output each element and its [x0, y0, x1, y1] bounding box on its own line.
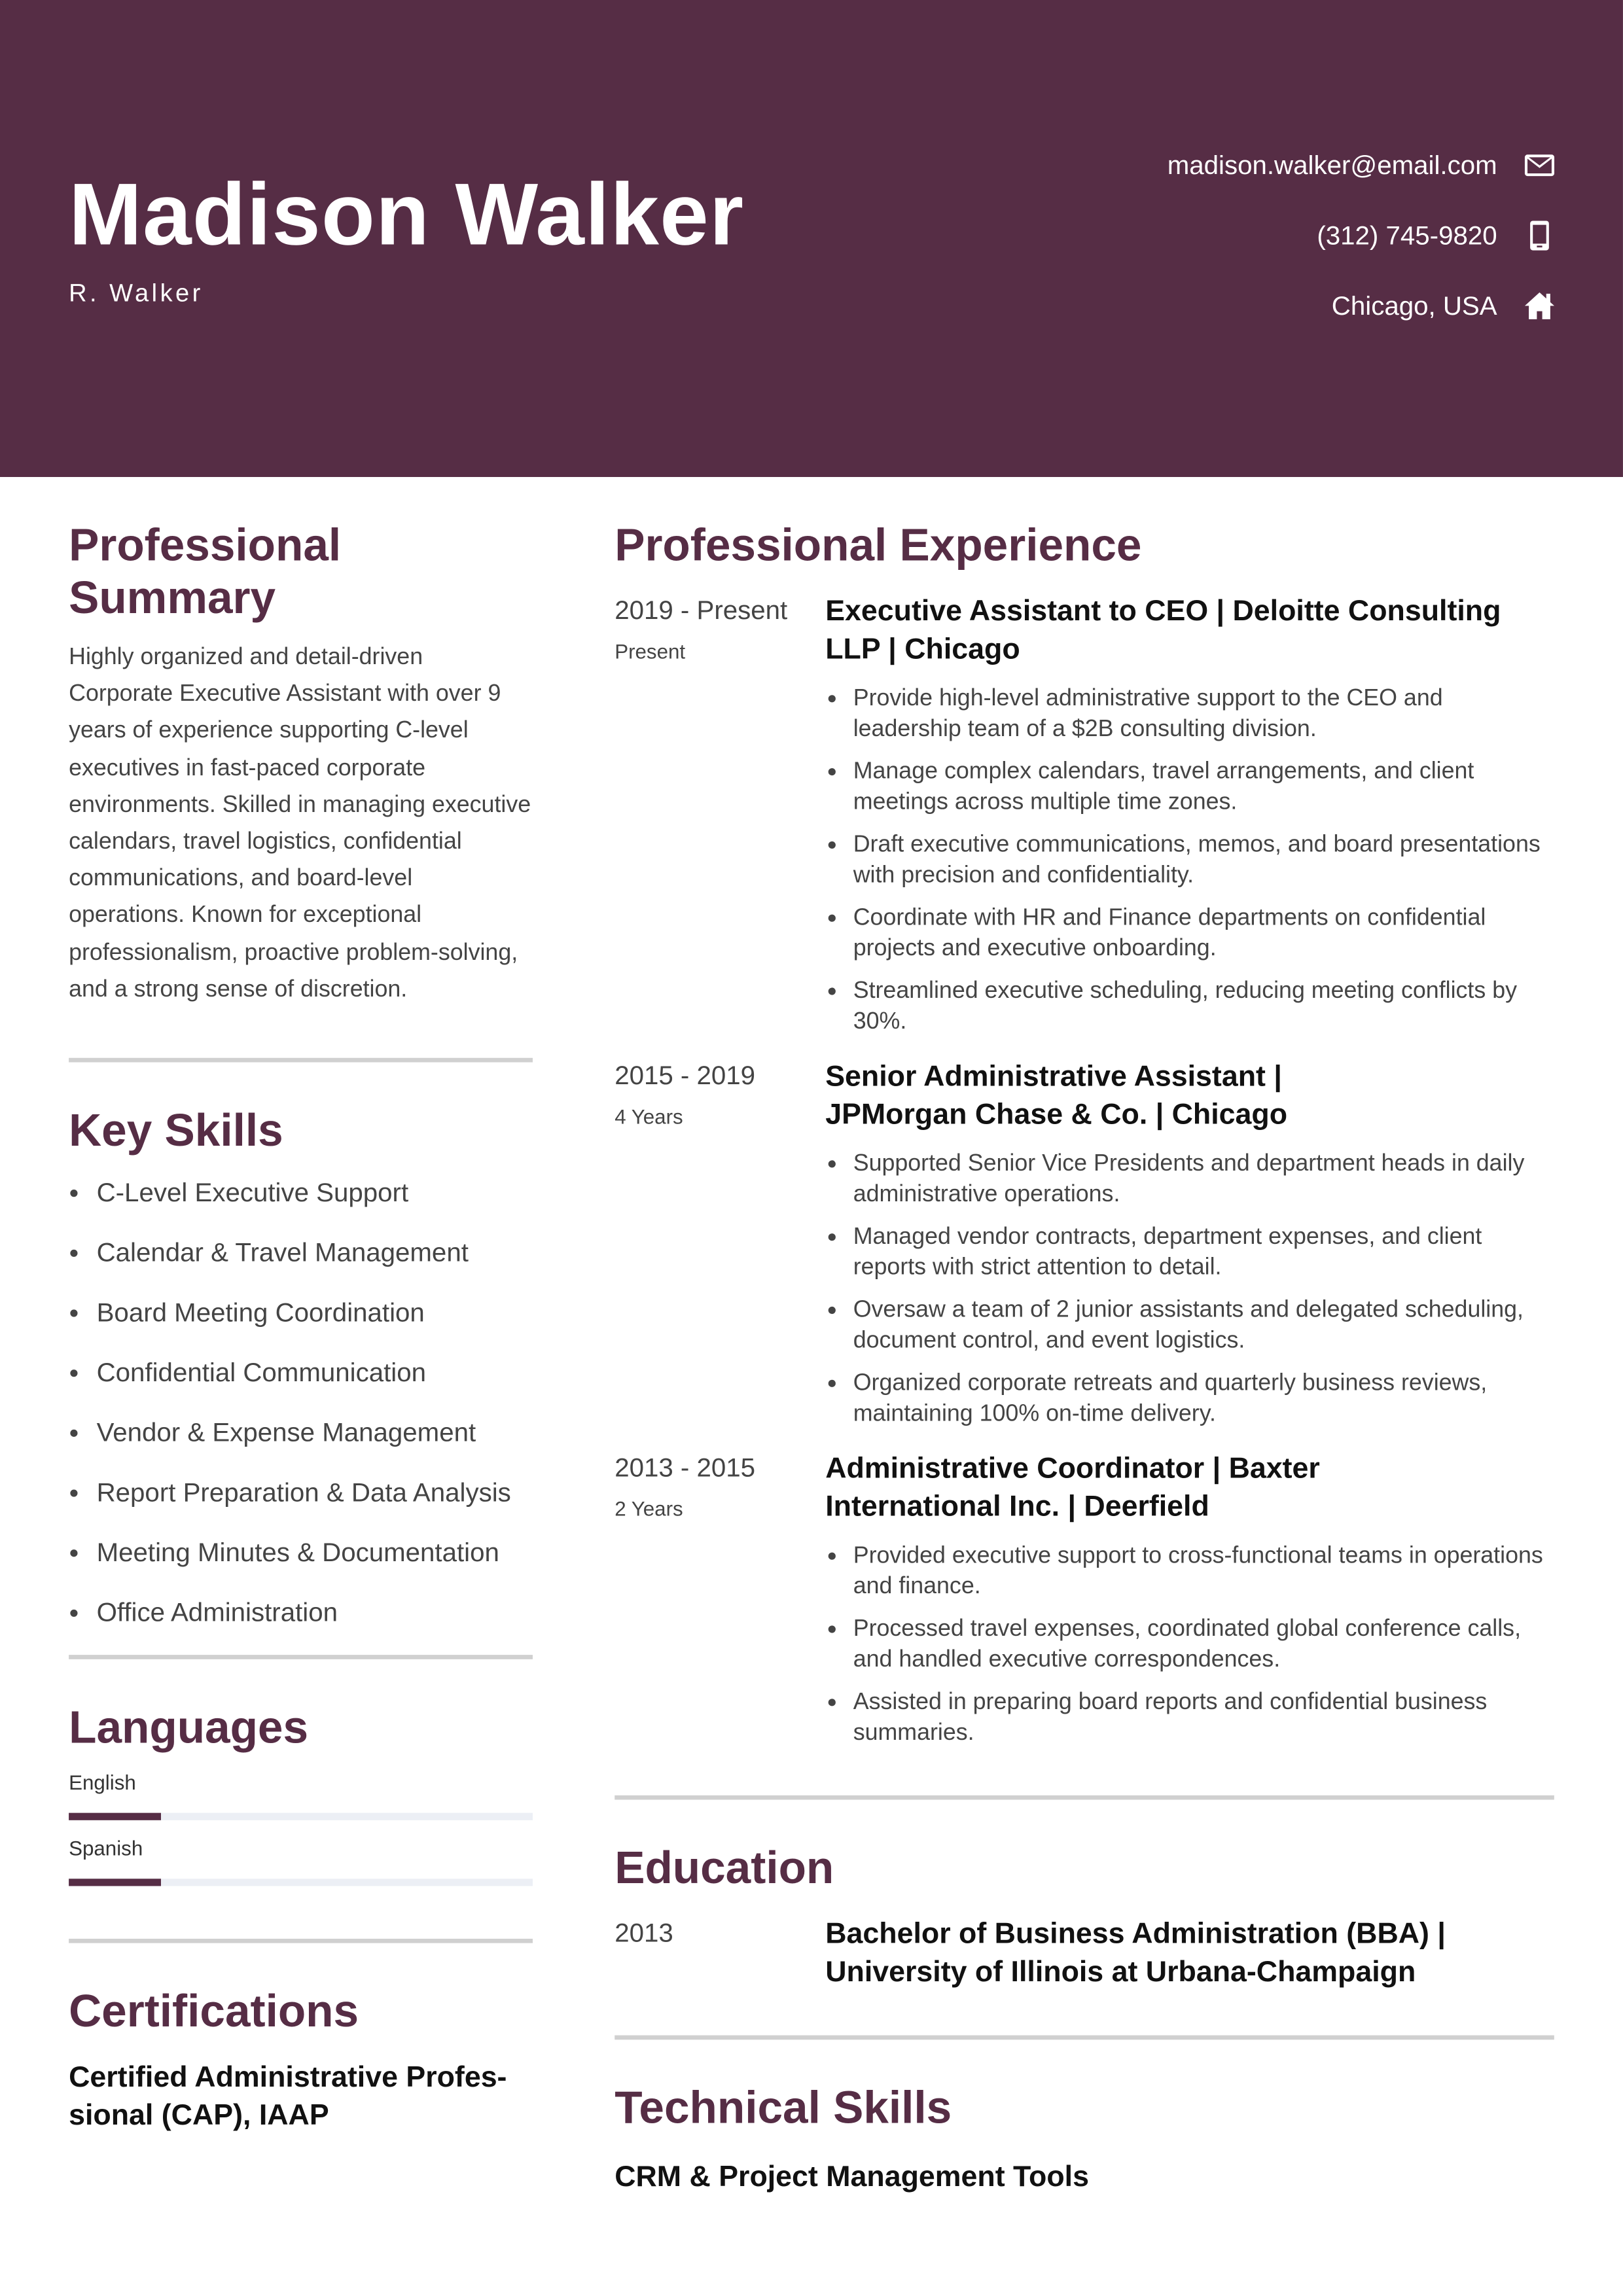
job-dates	[615, 1450, 825, 1760]
job-bullet: Assisted in preparing board reports and confidential business summaries.	[825, 1687, 1554, 1748]
job-title: Executive Assistant to CEO | Deloitte Consulting LLP | Chicago	[825, 595, 1501, 666]
email-text: madison.walker@email.com	[1167, 150, 1497, 179]
divider	[69, 1058, 533, 1063]
skill-item: Calendar & Travel Management	[69, 1235, 533, 1270]
skills-heading: Key Skills	[69, 1104, 283, 1156]
job-date-range: 2019 - Present	[615, 595, 788, 625]
job-bullet: Organized corporate retreats and quarterly business reviews, maintaining 100% on-time delivery.	[825, 1368, 1554, 1430]
job-dates	[615, 593, 825, 1050]
phone-text: (312) 745-9820	[1317, 220, 1497, 250]
job-bullets	[825, 683, 1554, 1037]
job-bullet: Processed travel expenses, coordinated global conference calls, and handled executive correspondences.	[825, 1614, 1554, 1676]
job-entry	[615, 1058, 1554, 1441]
candidate-subtitle: R. Walker	[69, 279, 204, 308]
job-content	[825, 1058, 1554, 1441]
language-level-fill	[69, 1879, 162, 1886]
contact-email[interactable]	[1168, 149, 1556, 181]
skill-item: Board Meeting Coordination	[69, 1295, 533, 1330]
job-bullet: Provided executive support to cross-functional teams in operations and finance.	[825, 1541, 1554, 1602]
job-bullets	[825, 1541, 1554, 1749]
certification-item: Certified Administrative Profes-sional (CAP), IAAP	[69, 2061, 507, 2132]
language-level-fill	[69, 1813, 162, 1820]
language-name: English	[69, 1770, 136, 1794]
job-bullet: Managed vendor contracts, department expenses, and client reports with strict attention to detail.	[825, 1222, 1554, 1283]
mobile-phone-icon	[1524, 219, 1556, 251]
contact-phone[interactable]	[1317, 219, 1556, 251]
envelope-icon	[1524, 149, 1556, 181]
job-bullet: Manage complex calendars, travel arrangements, and client meetings across multiple time zones.	[825, 756, 1554, 818]
job-title: Senior Administrative Assistant | JPMorgan Chase & Co. | Chicago	[825, 1061, 1288, 1131]
left-column	[69, 520, 533, 2135]
education-degree: Bachelor of Business Administration (BBA) | University of Illinois at Urbana-Champaign	[825, 1918, 1446, 1988]
certifications-heading: Certifications	[69, 1985, 359, 2037]
skill-item: Vendor & Expense Management	[69, 1415, 533, 1450]
job-dates	[615, 1058, 825, 1441]
job-duration: 4 Years	[615, 1104, 683, 1129]
contact-location	[1332, 290, 1556, 322]
languages-heading: Languages	[69, 1701, 309, 1754]
job-content	[825, 593, 1554, 1050]
skill-item: Confidential Communication	[69, 1355, 533, 1390]
summary-heading: Professional Summary	[69, 519, 342, 624]
job-bullets	[825, 1148, 1554, 1429]
skill-item: C-Level Executive Support	[69, 1175, 533, 1210]
job-bullet: Supported Senior Vice Presidents and department heads in daily administrative operations.	[825, 1148, 1554, 1210]
job-entry	[615, 1450, 1554, 1760]
education-heading: Education	[615, 1842, 834, 1894]
language-spanish	[69, 1835, 533, 1886]
right-column	[615, 520, 1554, 2197]
job-date-range: 2013 - 2015	[615, 1453, 756, 1483]
skill-item: Report Preparation & Data Analysis	[69, 1475, 533, 1510]
location-text: Chicago, USA	[1331, 290, 1497, 320]
job-bullet: Oversaw a team of 2 junior assistants and delegated scheduling, document control, and event logistics.	[825, 1295, 1554, 1356]
divider	[69, 1655, 533, 1659]
header	[0, 0, 1623, 477]
language-name: Spanish	[69, 1836, 143, 1860]
job-content	[825, 1450, 1554, 1760]
job-bullet: Coordinate with HR and Finance departments on confidential projects and executive onboarding.	[825, 903, 1554, 964]
home-icon	[1524, 290, 1556, 322]
technical-skills-heading: Technical Skills	[615, 2082, 952, 2134]
job-entry	[615, 593, 1554, 1050]
divider	[615, 2036, 1554, 2040]
divider	[615, 1795, 1554, 1800]
job-bullet: Draft executive communications, memos, and board presentations with precision and confidentiality.	[825, 830, 1554, 891]
language-level-bar	[69, 1879, 533, 1886]
divider	[69, 1939, 533, 1943]
experience-heading: Professional Experience	[615, 519, 1142, 571]
job-date-range: 2015 - 2019	[615, 1061, 756, 1090]
language-level-bar	[69, 1813, 533, 1820]
job-bullet: Streamlined executive scheduling, reducing meeting conflicts by 30%.	[825, 976, 1554, 1038]
education-entry	[615, 1915, 1554, 1991]
job-duration: Present	[615, 639, 686, 663]
job-bullet: Provide high-level administrative support to the CEO and leadership team of a $2B consulting division.	[825, 683, 1554, 745]
technical-skill-item: CRM & Project Management Tools	[615, 2161, 1090, 2194]
skill-item: Meeting Minutes & Documentation	[69, 1535, 533, 1570]
skill-item: Office Administration	[69, 1595, 533, 1631]
skills-list	[69, 1175, 533, 1630]
education-year: 2013	[615, 1918, 673, 1948]
job-duration: 2 Years	[615, 1496, 683, 1521]
candidate-name: Madison Walker	[69, 165, 745, 264]
summary-text: Highly organized and detail-driven Corporate Executive Assistant with over 9 years of experience supporting C-level executives in fast-paced corporate environments. Skilled in managing executive calendars, travel logistics, confidential communications, and board-level operations. Known for exceptional professionalism, proactive problem-solving, and a strong sense of discretion.	[69, 645, 531, 1002]
job-title: Administrative Coordinator | Baxter International Inc. | Deerfield	[825, 1453, 1320, 1523]
language-english	[69, 1769, 533, 1820]
